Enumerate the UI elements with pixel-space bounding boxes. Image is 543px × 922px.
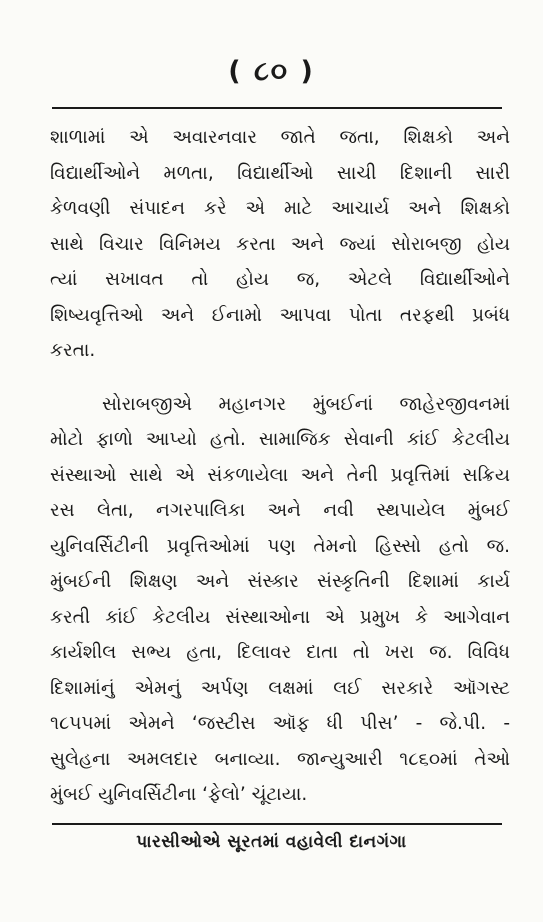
paragraph-gap bbox=[50, 369, 510, 387]
text-line: શાળામાં એ અવારનવાર જાતે જતા, શિક્ષકો અને bbox=[50, 127, 510, 148]
body-text bbox=[50, 120, 510, 813]
running-footer-title: પારસીઓએ સૂરતમાં વહાવેલી દાનગંગા bbox=[136, 832, 407, 852]
text-line: સુલેહના અમલદાર બનાવ્યા. જાન્યુઆરી ૧૮૬૦માં તેઓ bbox=[50, 748, 510, 770]
text-line: યુનિવર્સિટીની પ્રવૃત્તિઓમાં પણ તેમનો હિસ્સો હતો જ. bbox=[50, 535, 510, 557]
text-line: કાર્યશીલ સભ્ય હતા, દિલાવર દાતા તો ખરા જ. વિવિધ bbox=[50, 642, 510, 663]
text-line: વિદ્યાર્થીઓને મળતા, વિદ્યાર્થીઓ સાચી દિશાની સારી bbox=[50, 162, 510, 184]
text-line: સંસ્થાઓ સાથે એ સંકળાયેલા અને તેની પ્રવૃત્તિમાં સક્રિય bbox=[50, 464, 510, 486]
text-line: સાથે વિચાર વિનિમય કરતા અને જ્યાં સોરાબજી હોય bbox=[50, 233, 510, 255]
header-rule bbox=[52, 107, 502, 109]
text-line: દિશામાંનું એમનું અર્પણ લક્ષમાં લઈ સરકારે ઑગસ્ટ bbox=[50, 677, 510, 699]
text-line: મુંબઈ યુનિવર્સિટીના ‘ફેલો’ ચૂંટાયા. bbox=[50, 784, 308, 805]
text-line: ત્યાં સખાવત તો હોય જ, એટલે વિદ્યાર્થીઓને bbox=[50, 269, 510, 290]
text-line: ૧૮૫૫માં એમને ‘જસ્ટીસ ઑફ ધી પીસ’ - જે.પી. - bbox=[50, 713, 510, 734]
text-line: રસ લેતા, નગરપાલિકા અને નવી સ્થપાયેલ મુંબઈ bbox=[50, 500, 510, 521]
paragraph-1 bbox=[50, 120, 510, 369]
text-line: સોરાબજીએ મહાનગર મુંબઈનાં જાહેરજીવનમાં bbox=[102, 393, 510, 415]
text-line: કરતી કાંઈ કેટલીય સંસ્થાઓના એ પ્રમુખ કે આગેવાન bbox=[50, 606, 510, 628]
text-line: શિષ્યવૃત્તિઓ અને ઈનામો આપવા પોતા તરફથી પ્રબંધ bbox=[50, 304, 510, 326]
paragraph-2 bbox=[50, 387, 510, 813]
text-line: કેળવણી સંપાદન કરે એ માટે આચાર્ય અને શિક્ષકો bbox=[50, 198, 510, 219]
footer-rule bbox=[52, 823, 502, 825]
text-line: મોટો ફાળો આપ્યો હતો. સામાજિક સેવાની કાંઈ કેટલીય bbox=[50, 429, 510, 450]
text-line: કરતા. bbox=[50, 340, 96, 361]
page-number: ( ૮૦ ) bbox=[228, 56, 315, 87]
text-line: મુંબઈની શિક્ષણ અને સંસ્કાર સંસ્કૃતિની દિશામાં કાર્ય bbox=[50, 571, 510, 592]
